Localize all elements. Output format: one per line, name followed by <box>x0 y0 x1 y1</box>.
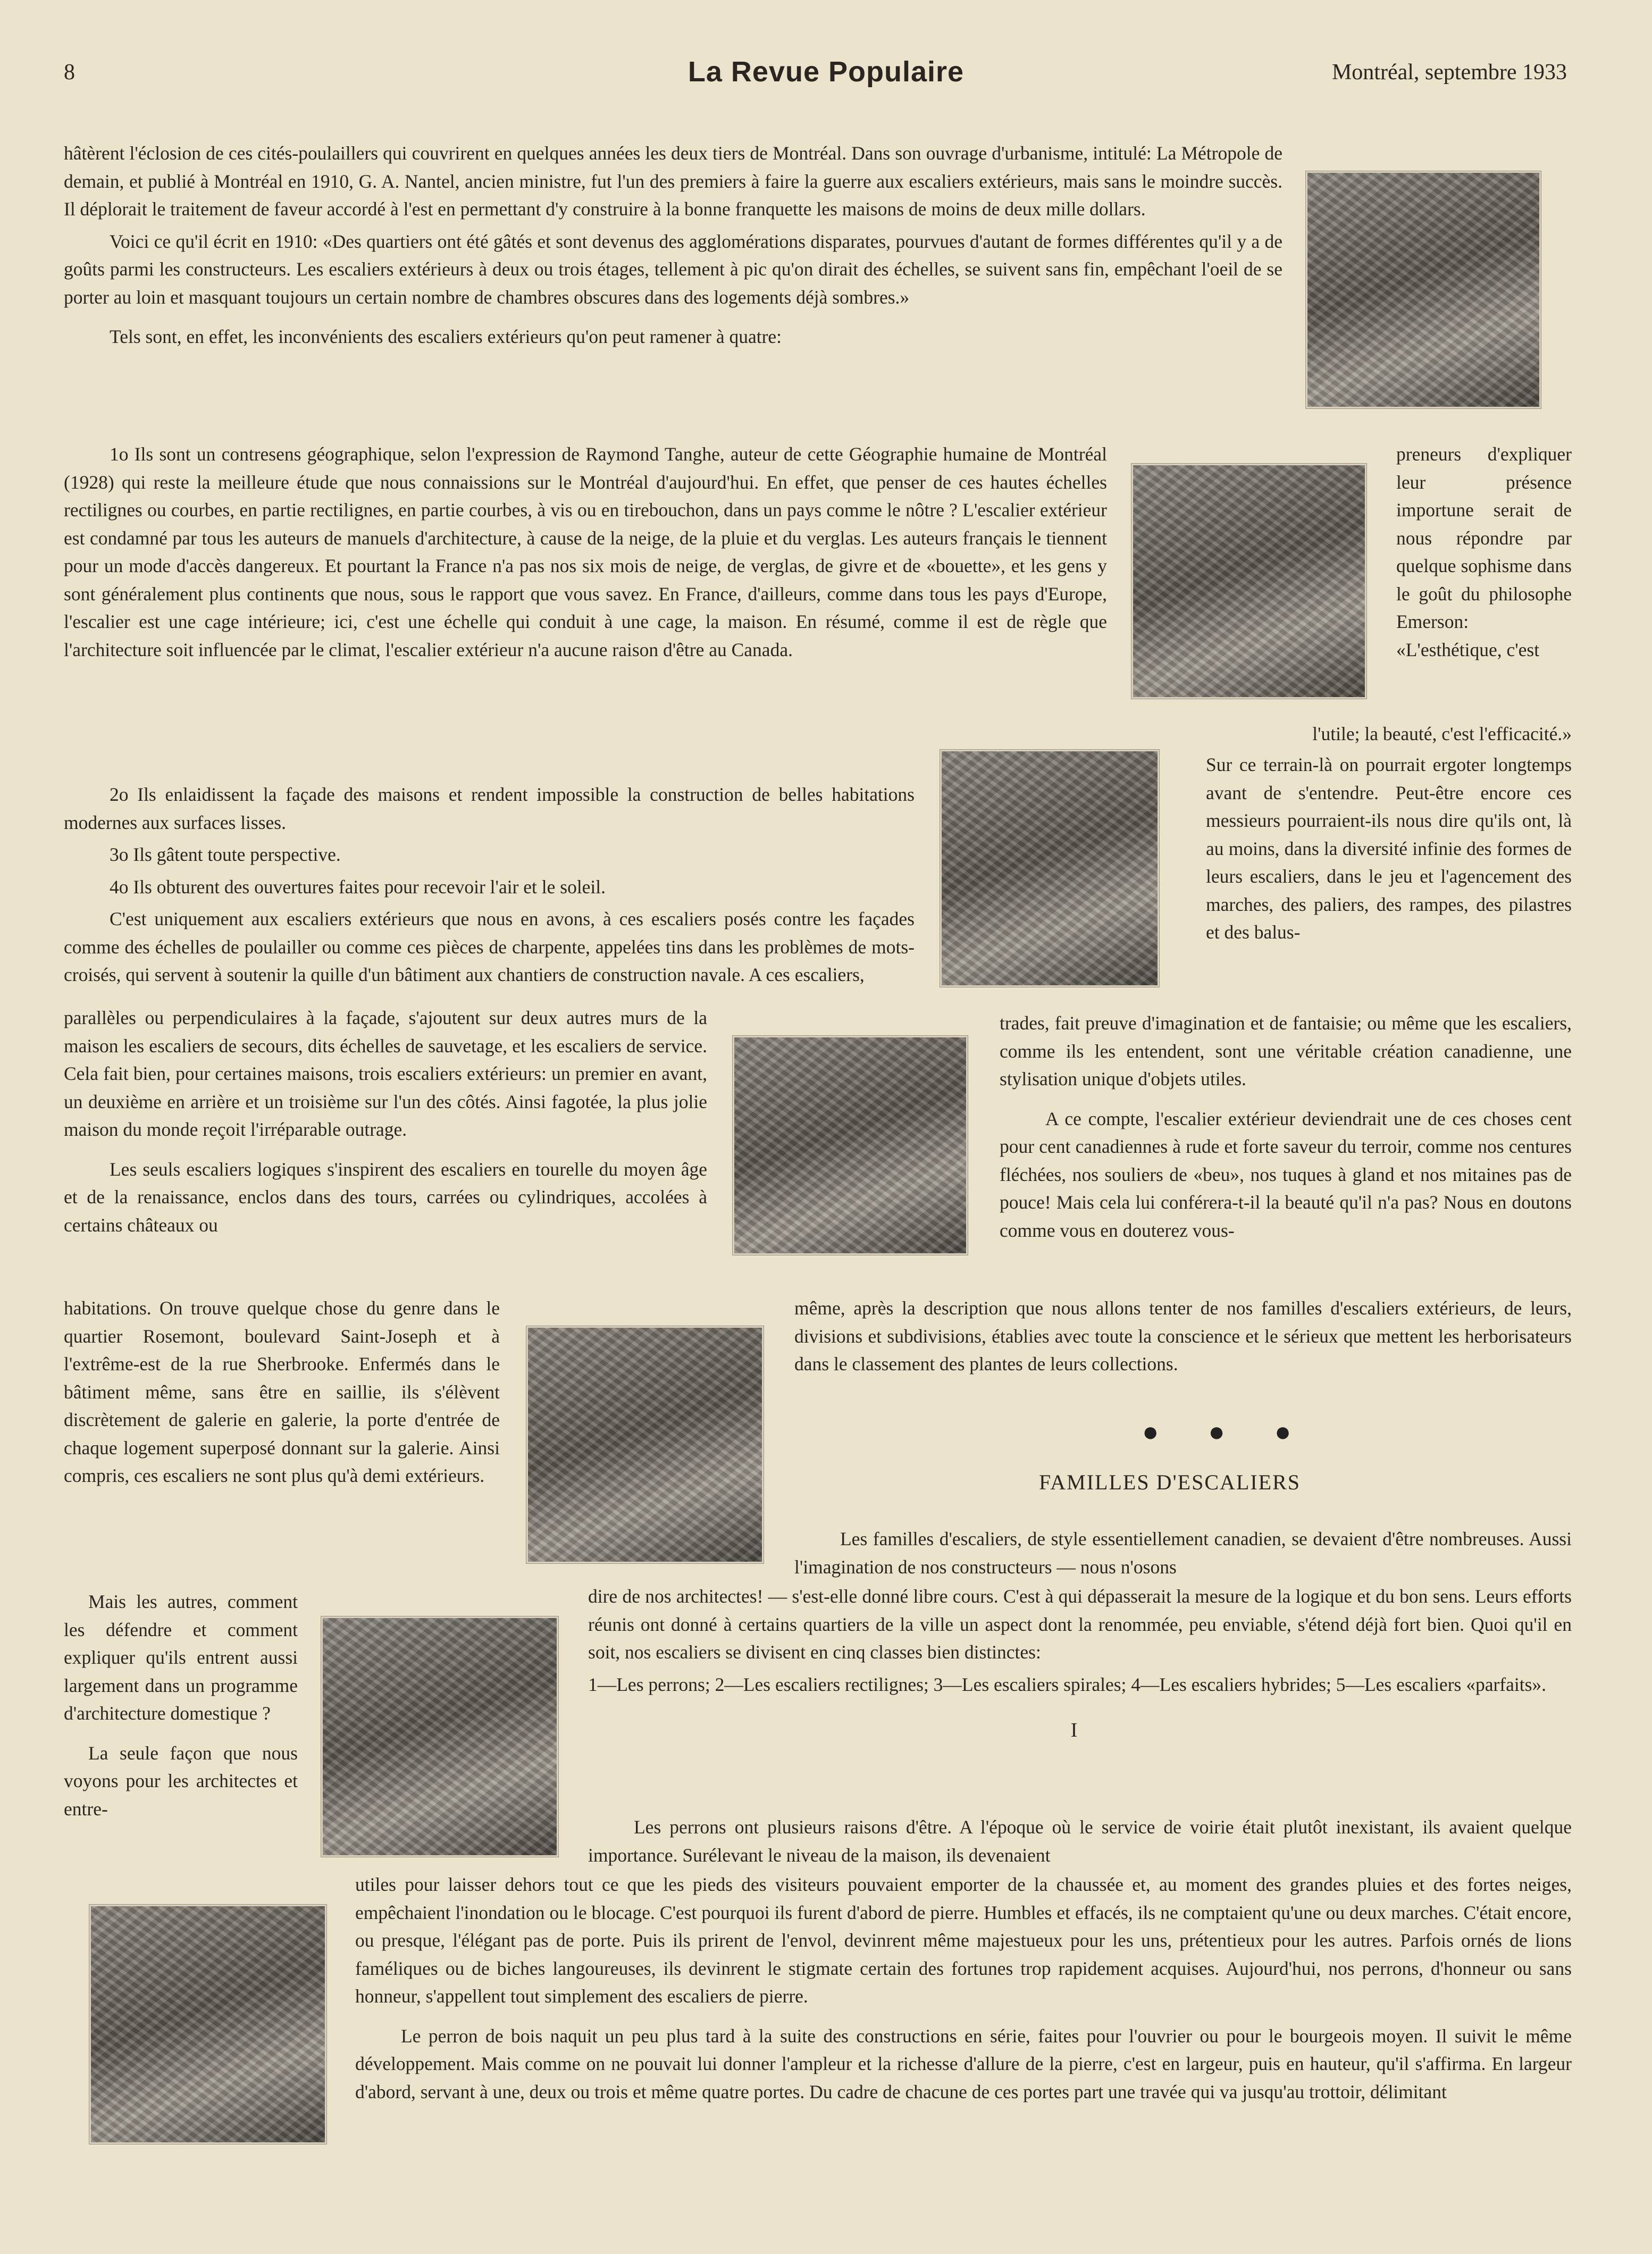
text-block-perrons <box>588 1813 1572 1869</box>
photo-spiral-staircase-trees <box>1131 464 1366 699</box>
paragraph: Les familles d'escaliers, de style essentiellement canadien, se devaient d'être nombreuses. Aussi l'imagination de nos constructeurs — nous n'osons <box>794 1528 1572 1578</box>
paragraph: l'utile; la beauté, c'est l'efficacité.» <box>1312 723 1572 744</box>
magazine-title: La Revue Populaire <box>687 56 965 88</box>
paragraph: Tels sont, en effet, les inconvénients des escaliers extérieurs qu'on peut ramener à quatre: <box>110 326 782 347</box>
paragraph: Les perrons ont plusieurs raisons d'être. A l'époque où le service de voirie était plutôt inexistant, ils avaient quelque importance. Surélevant le niveau de la maison, ils devenaient <box>588 1816 1572 1866</box>
section-divider-dots: ● ● ● <box>1142 1417 1313 1447</box>
photo-long-exterior-stairs <box>940 750 1159 987</box>
text-block-canadienne <box>1000 1009 1572 1244</box>
text-block-perrons-history <box>355 1871 1572 2106</box>
text-block-ergoter <box>1206 751 1572 946</box>
text-block-point-one <box>64 440 1107 664</box>
text-block-defend <box>64 1588 298 1823</box>
paragraph: C'est uniquement aux escaliers extérieurs que nous en avons, à ces escaliers posés contre les façades comme des échelles de poulailler ou comme ces pièces de charpente, appelées tins dans les problèmes de mots-croisés, qui servent à soutenir la quille d'un bâtiment aux chantiers de construction navale. A ces escaliers, <box>64 908 915 985</box>
paragraph: La seule façon que nous voyons pour les architectes et entre- <box>64 1742 298 1820</box>
paragraph: Les seuls escaliers logiques s'inspirent des escaliers en tourelle du moyen âge et de la renaissance, enclos dans des tours, carrées ou cylindriques, accolées à certains châteaux ou <box>64 1158 707 1236</box>
paragraph: parallèles ou perpendiculaires à la façade, s'ajoutent sur deux autres murs de la maison les escaliers de secours, dits échelles de sauvetage, et les escaliers de service. Cela fait bien, pour certaines maisons, trois escaliers extérieurs: un premier en avant, un deuxième en arrière et un troisième sur l'un des côtés. Ainsi fagotée, la plus jolie maison du monde reçoit l'irréparable outrage. <box>64 1007 707 1140</box>
paragraph: trades, fait preuve d'imagination et de fantaisie; ou même que les escaliers, comme ils les entendent, sont une véritable création canadienne, une stylisation unique d'objets utiles. <box>1000 1012 1572 1090</box>
photo-street-stairs-pedestrian <box>733 1036 968 1255</box>
subsection-numeral: I <box>1070 1719 1078 1741</box>
paragraph: dire de nos architectes! — s'est-elle donné libre cours. C'est à qui dépasserait la mesure de la logique et du bon sens. Leurs efforts réunis ont donné à certains quartiers de la ville un aspect dont la renommée, peu enviable, s'étend déjà fort bien. Quoi qu'il en soit, nos escaliers se divisent en cinq classes bien distinctes: <box>588 1586 1572 1663</box>
paragraph: même, après la description que nous allons tenter de nos familles d'escaliers extérieurs, de leurs, divisions et subdivisions, établies avec toute la conscience et le sérieux que mettent les herborisateurs dans le classement des plantes de leurs collections. <box>794 1297 1572 1375</box>
paragraph: Voici ce qu'il écrit en 1910: «Des quartiers ont été gâtés et sont devenus des agglomérations disparates, pourvues d'autant de formes différentes qu'il y a de goûts parmi les constructeurs. Les escaliers extérieurs à deux ou trois étages, tellement à pic qu'on dirait des échelles, se suivent sans fin, empêchant l'oeil de se porter au loin et masquant toujours un certain nombre de chambres obscures dans des logements déjà sombres.» <box>64 230 1282 308</box>
issue-date: Montréal, septembre 1933 <box>1331 60 1567 85</box>
paragraph: utiles pour laisser dehors tout ce que les pieds des visiteurs pouvaient emporter de la chaussée et, au moment des grandes pluies et des fortes neiges, empêchaient l'inondation ou le blocage. C'est pourquoi ils furent d'abord de pierre. Humbles et effacés, ils ne comptaient qu'une ou deux marches. C'était encore, ou presque, l'élégant pas de porte. Puis ils prirent de l'envol, devinrent même majestueux pour les uns, prétentieux pour les autres. Parfois ornés de lions faméliques ou de biches langoureuses, ils devinrent le stigmate certain des fortunes trop rapidement acquises. Aujourd'hui, nos perrons, d'honneur ou sans honneur, s'appellent tout simplement des escaliers de pierre. <box>355 1874 1572 2007</box>
paragraph: 1o Ils sont un contresens géographique, selon l'expression de Raymond Tanghe, auteur de cette Géographie humaine de Montréal (1928) qui reste la meilleure étude que nous connaissions sur le Montréal d'aujourd'hui. En effet, que penser de ces hautes échelles rectilignes ou courbes, en partie rectilignes, en partie courbes, à vis ou en tirebouchon, dans un pays comme le nôtre ? L'escalier extérieur est condamné par tous les auteurs de manuels d'architecture, à cause de la neige, de la pluie et du verglas. Les auteurs français le tiennent pour un mode d'accès dangereux. Et pourtant la France n'a pas nos six mois de neige, de verglas, de givre et de «bouette», et les gens y sont généralement plus continents que nous, sous le rapport que vous savez. En France, d'ailleurs, comme dans tous les pays d'Europe, l'escalier est une cage intérieure; ici, c'est une échelle qui conduit à une cage, la maison. En résumé, comme il est de règle que l'architecture soit influencée par le climat, l'escalier extérieur n'a aucune raison d'être au Canada. <box>64 443 1107 660</box>
text-block-rosemont <box>64 1294 500 1490</box>
paragraph: 4o Ils obturent des ouvertures faites pour recevoir l'air et le soleil. <box>110 876 606 898</box>
paragraph: Mais les autres, comment les défendre et comment expliquer qu'ils entrent aussi largement dans un programme d'architecture domestique ? <box>64 1591 298 1724</box>
paragraph: A ce compte, l'escalier extérieur deviendrait une de ces choses cent pour cent canadiennes à rude et forte saveur du terroir, comme nos centures fléchées, nos souliers de «beu», nos tuques à gland et nos mitaines pas de pouce! Mais cela lui conférera-t-il la beauté qu'il n'a pas? Nous en doutons comme vous en douterez vous- <box>1000 1108 1572 1241</box>
text-block-right-column-top <box>1396 440 1572 664</box>
paragraph: preneurs d'expliquer leur présence importune serait de nous répondre par quelque sophisme dans le goût du philosophe Emerson: «L'esthétique, c'est <box>1396 443 1572 660</box>
text-block-points-two-four <box>64 781 915 989</box>
text-block-classes <box>588 1582 1572 1698</box>
paragraph: Le perron de bois naquit un peu plus tard à la suite des constructions en série, faites pour l'ouvrier ou pour le bourgeois moyen. Il suivit le même développement. Mais comme on ne pouvait lui donner l'ampleur et la richesse d'allure de la pierre, c'est en largeur, puis en hauteur, qu'il s'affirma. En largeur d'abord, servant à une, deux ou trois et même quatre portes. Du cadre de chacune de ces portes part une travée qui va jusqu'au trottoir, délimitant <box>355 2025 1572 2102</box>
text-block-service-stairs <box>64 1004 707 1239</box>
text-block-familles-intro <box>794 1525 1572 1581</box>
text-block-herborisateurs <box>794 1294 1572 1378</box>
photo-tall-porch-stairs <box>89 1905 326 2144</box>
photo-row-of-galleries <box>526 1326 764 1563</box>
paragraph: 3o Ils gâtent toute perspective. <box>110 844 341 865</box>
page-number: 8 <box>64 60 75 85</box>
photo-staircase-balconies <box>1306 171 1541 408</box>
paragraph: 2o Ils enlaidissent la façade des maisons et rendent impossible la construction de belles habitations modernes aux surfaces lisses. <box>64 784 915 833</box>
paragraph: 1—Les perrons; 2—Les escaliers rectilignes; 3—Les escaliers spirales; 4—Les escaliers hybrides; 5—Les escaliers «parfaits». <box>588 1673 1547 1695</box>
section-title: FAMILLES D'ESCALIERS <box>1038 1470 1301 1494</box>
paragraph: Sur ce terrain-là on pourrait ergoter longtemps avant de s'entendre. Peut-être encore ces messieurs pourraient-ils nous dire qu'ils ont, là au moins, dans la diversité infinie des formes de leurs escaliers, dans le jeu et l'agencement des marches, des paliers, des rampes, des pilastres et des balus- <box>1206 754 1572 943</box>
photo-double-curved-stairs <box>321 1616 558 1857</box>
text-block-intro <box>64 139 1282 351</box>
text-block-efficacite <box>1210 720 1572 748</box>
paragraph: hâtèrent l'éclosion de ces cités-poulaillers qui couvrirent en quelques années les deux tiers de Montréal. Dans son ouvrage d'urbanisme, intitulé: La Métropole de demain, et publié à Montréal en 1910, G. A. Nantel, ancien ministre, fut l'un des premiers à faire la guerre aux escaliers extérieurs, mais sans le moindre succès. Il déplorait le traitement de faveur accordé à l'est en permettant d'y construire à la bonne franquette les maisons de moins de deux mille dollars. <box>64 143 1282 220</box>
paragraph: habitations. On trouve quelque chose du genre dans le quartier Rosemont, boulevard Saint-Joseph et à l'extrême-est de la rue Sherbrooke. Enfermés dans le bâtiment même, sans être en saillie, ils s'élèvent discrètement de galerie en galerie, la porte d'entrée de chaque logement superposé donnant sur la galerie. Ainsi compris, ces escaliers ne sont plus qu'à demi extérieurs. <box>64 1297 500 1486</box>
